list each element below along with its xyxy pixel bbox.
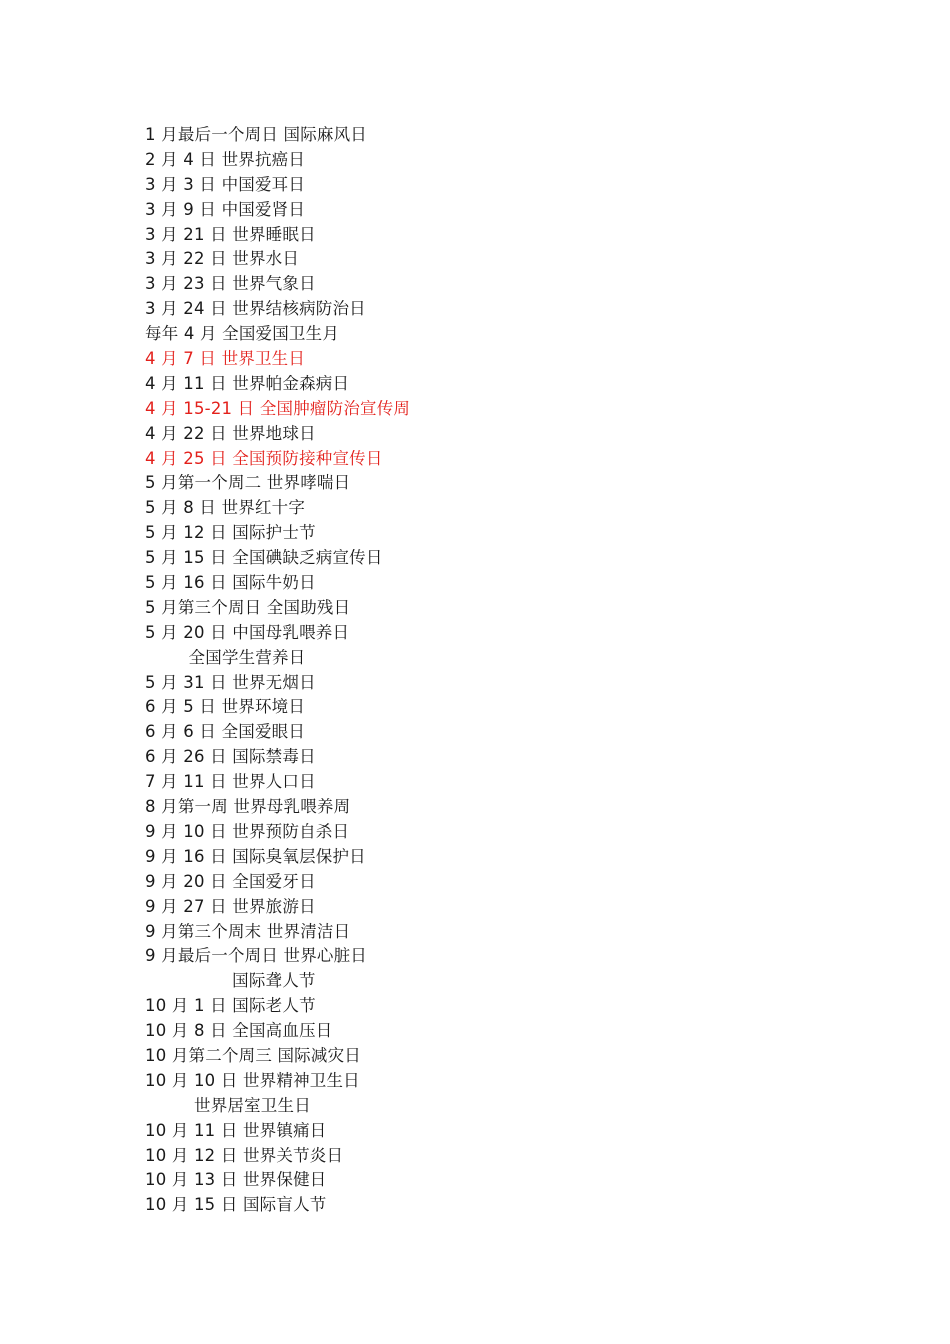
list-line: 每年 4 月 全国爱国卫生月 bbox=[145, 324, 340, 344]
list-line: 4 月 22 日 世界地球日 bbox=[145, 423, 316, 443]
list-line: 6 月 5 日 世界环境日 bbox=[145, 697, 306, 717]
list-line: 5 月第三个周日 全国助残日 bbox=[145, 597, 351, 617]
highlighted-list-line: 4 月 7 日 世界卫生日 bbox=[145, 349, 306, 369]
list-line: 4 月 11 日 世界帕金森病日 bbox=[145, 373, 350, 393]
list-line: 5 月 20 日 中国母乳喂养日 bbox=[145, 622, 350, 642]
list-line: 10 月 11 日 世界镇痛日 bbox=[145, 1120, 327, 1140]
list-line: 5 月 15 日 全国碘缺乏病宣传日 bbox=[145, 548, 383, 568]
list-line: 9 月第三个周末 世界清洁日 bbox=[145, 921, 351, 941]
highlighted-list-line: 4 月 25 日 全国预防接种宣传日 bbox=[145, 448, 383, 468]
list-line: 1 月最后一个周日 国际麻风日 bbox=[145, 125, 367, 144]
list-line: 3 月 23 日 世界气象日 bbox=[145, 274, 316, 294]
list-line: 5 月 12 日 国际护士节 bbox=[145, 523, 316, 543]
list-line: 10 月 10 日 世界精神卫生日 bbox=[145, 1070, 360, 1090]
list-line: 世界居室卫生日 bbox=[145, 1095, 311, 1115]
list-line: 9 月最后一个周日 世界心脏日 bbox=[145, 946, 367, 966]
list-line: 9 月 27 日 世界旅游日 bbox=[145, 896, 316, 916]
list-line: 国际聋人节 bbox=[145, 971, 316, 991]
list-line: 3 月 21 日 世界睡眠日 bbox=[145, 224, 316, 244]
list-line: 3 月 24 日 世界结核病防治日 bbox=[145, 299, 366, 319]
list-line: 6 月 6 日 全国爱眼日 bbox=[145, 722, 306, 742]
list-line: 5 月 31 日 世界无烟日 bbox=[145, 672, 316, 692]
list-line: 9 月 20 日 全国爱牙日 bbox=[145, 871, 316, 891]
highlighted-list-line: 4 月 15-21 日 全国肿瘤防治宣传周 bbox=[145, 398, 411, 418]
list-line: 2 月 4 日 世界抗癌日 bbox=[145, 149, 306, 169]
list-line: 全国学生营养日 bbox=[145, 647, 306, 667]
list-line: 10 月 1 日 国际老人节 bbox=[145, 996, 316, 1016]
list-line: 8 月第一周 世界母乳喂养周 bbox=[145, 797, 351, 817]
health-days-list bbox=[145, 123, 845, 1218]
list-line: 9 月 16 日 国际臭氧层保护日 bbox=[145, 846, 366, 866]
list-line: 10 月第二个周三 国际减灾日 bbox=[145, 1045, 361, 1065]
list-line: 5 月 16 日 国际牛奶日 bbox=[145, 573, 316, 593]
list-line: 10 月 8 日 全国高血压日 bbox=[145, 1021, 333, 1041]
list-line: 7 月 11 日 世界人口日 bbox=[145, 772, 316, 792]
list-line: 10 月 12 日 世界关节炎日 bbox=[145, 1145, 344, 1165]
list-line: 3 月 9 日 中国爱肾日 bbox=[145, 199, 306, 219]
list-line: 9 月 10 日 世界预防自杀日 bbox=[145, 821, 350, 841]
list-line: 10 月 15 日 国际盲人节 bbox=[145, 1195, 327, 1215]
list-line: 10 月 13 日 世界保健日 bbox=[145, 1170, 327, 1190]
list-line: 3 月 22 日 世界水日 bbox=[145, 249, 300, 269]
list-line: 5 月第一个周二 世界哮喘日 bbox=[145, 473, 351, 493]
list-line: 3 月 3 日 中国爱耳日 bbox=[145, 174, 306, 194]
list-line: 6 月 26 日 国际禁毒日 bbox=[145, 747, 316, 767]
list-line: 5 月 8 日 世界红十字 bbox=[145, 498, 306, 518]
